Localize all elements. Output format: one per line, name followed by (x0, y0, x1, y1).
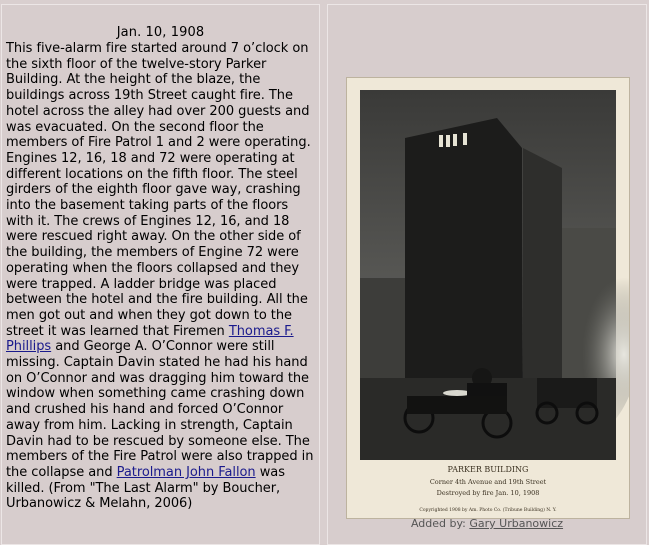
fire-engine (407, 396, 507, 414)
event-date: Jan. 10, 1908 (116, 25, 205, 40)
story-text-part-1: This five-alarm fire started around 7 o’clock on the sixth floor of the twelve-story Parker Building. At the height of the blaze, the buildings across 19th Street caught fire. The hotel across the alley had over 200 guests and was evacuated. On the second floor the members of Fire Patrol 1 and 2 were operating. Engines 12, 16, 18 and 72 were operating at different locations on the fifth floor. The steel girders of the eighth floor gave way, crashing into the basement taking parts of the floors with it. The crews of Engines 12, 16, and 18 were rescued right away. On the other side of the building, the members of Engine 72 were operating when the floors collapsed and they were trapped. A ladder bridge was placed between the hotel and the fire building. All the men got out and when they got down to the street it was learned that Firemen (6, 41, 311, 339)
parker-building-postcard[interactable] (346, 77, 630, 519)
postcard-line2: Destroyed by fire Jan. 10, 1908 (436, 489, 540, 497)
story-text-part-2: and George A. O’Connor were still missing. Captain Davin stated he had his hand on O’Connor and was dragging him toward the window when something came crashing down and crushed his hand and forced O’Connor away from him. Lacking in strength, Captain Davin had to be rescued by someone else. The members of the Fire Patrol were also trapped in the collapse and (6, 339, 314, 480)
story-text-part-3: was killed. (From "The Last Alarm" by Boucher, Urbanowicz & Melahn, 2006) (6, 464, 285, 512)
thomas-phillips-link[interactable]: Thomas F. Phillips (6, 323, 294, 355)
postcard-image (347, 78, 629, 518)
story-panel (1, 4, 320, 545)
postcard-copyright: Copyrighted 1908 by Am. Photo Co. (Tribune Building) N. Y. (419, 508, 557, 513)
author-link[interactable]: Gary Urbanowicz (469, 517, 564, 530)
photo-caption (328, 517, 646, 530)
story-text (2, 41, 319, 512)
caption-prefix: Added by: (410, 517, 470, 530)
photo-panel (327, 4, 647, 545)
parker-building-silhouette (405, 118, 523, 398)
postcard-title: PARKER BUILDING (447, 465, 529, 474)
john-fallon-link[interactable]: Patrolman John Fallon (116, 464, 256, 480)
postcard-line1: Corner 4th Avenue and 19th Street (429, 478, 547, 486)
